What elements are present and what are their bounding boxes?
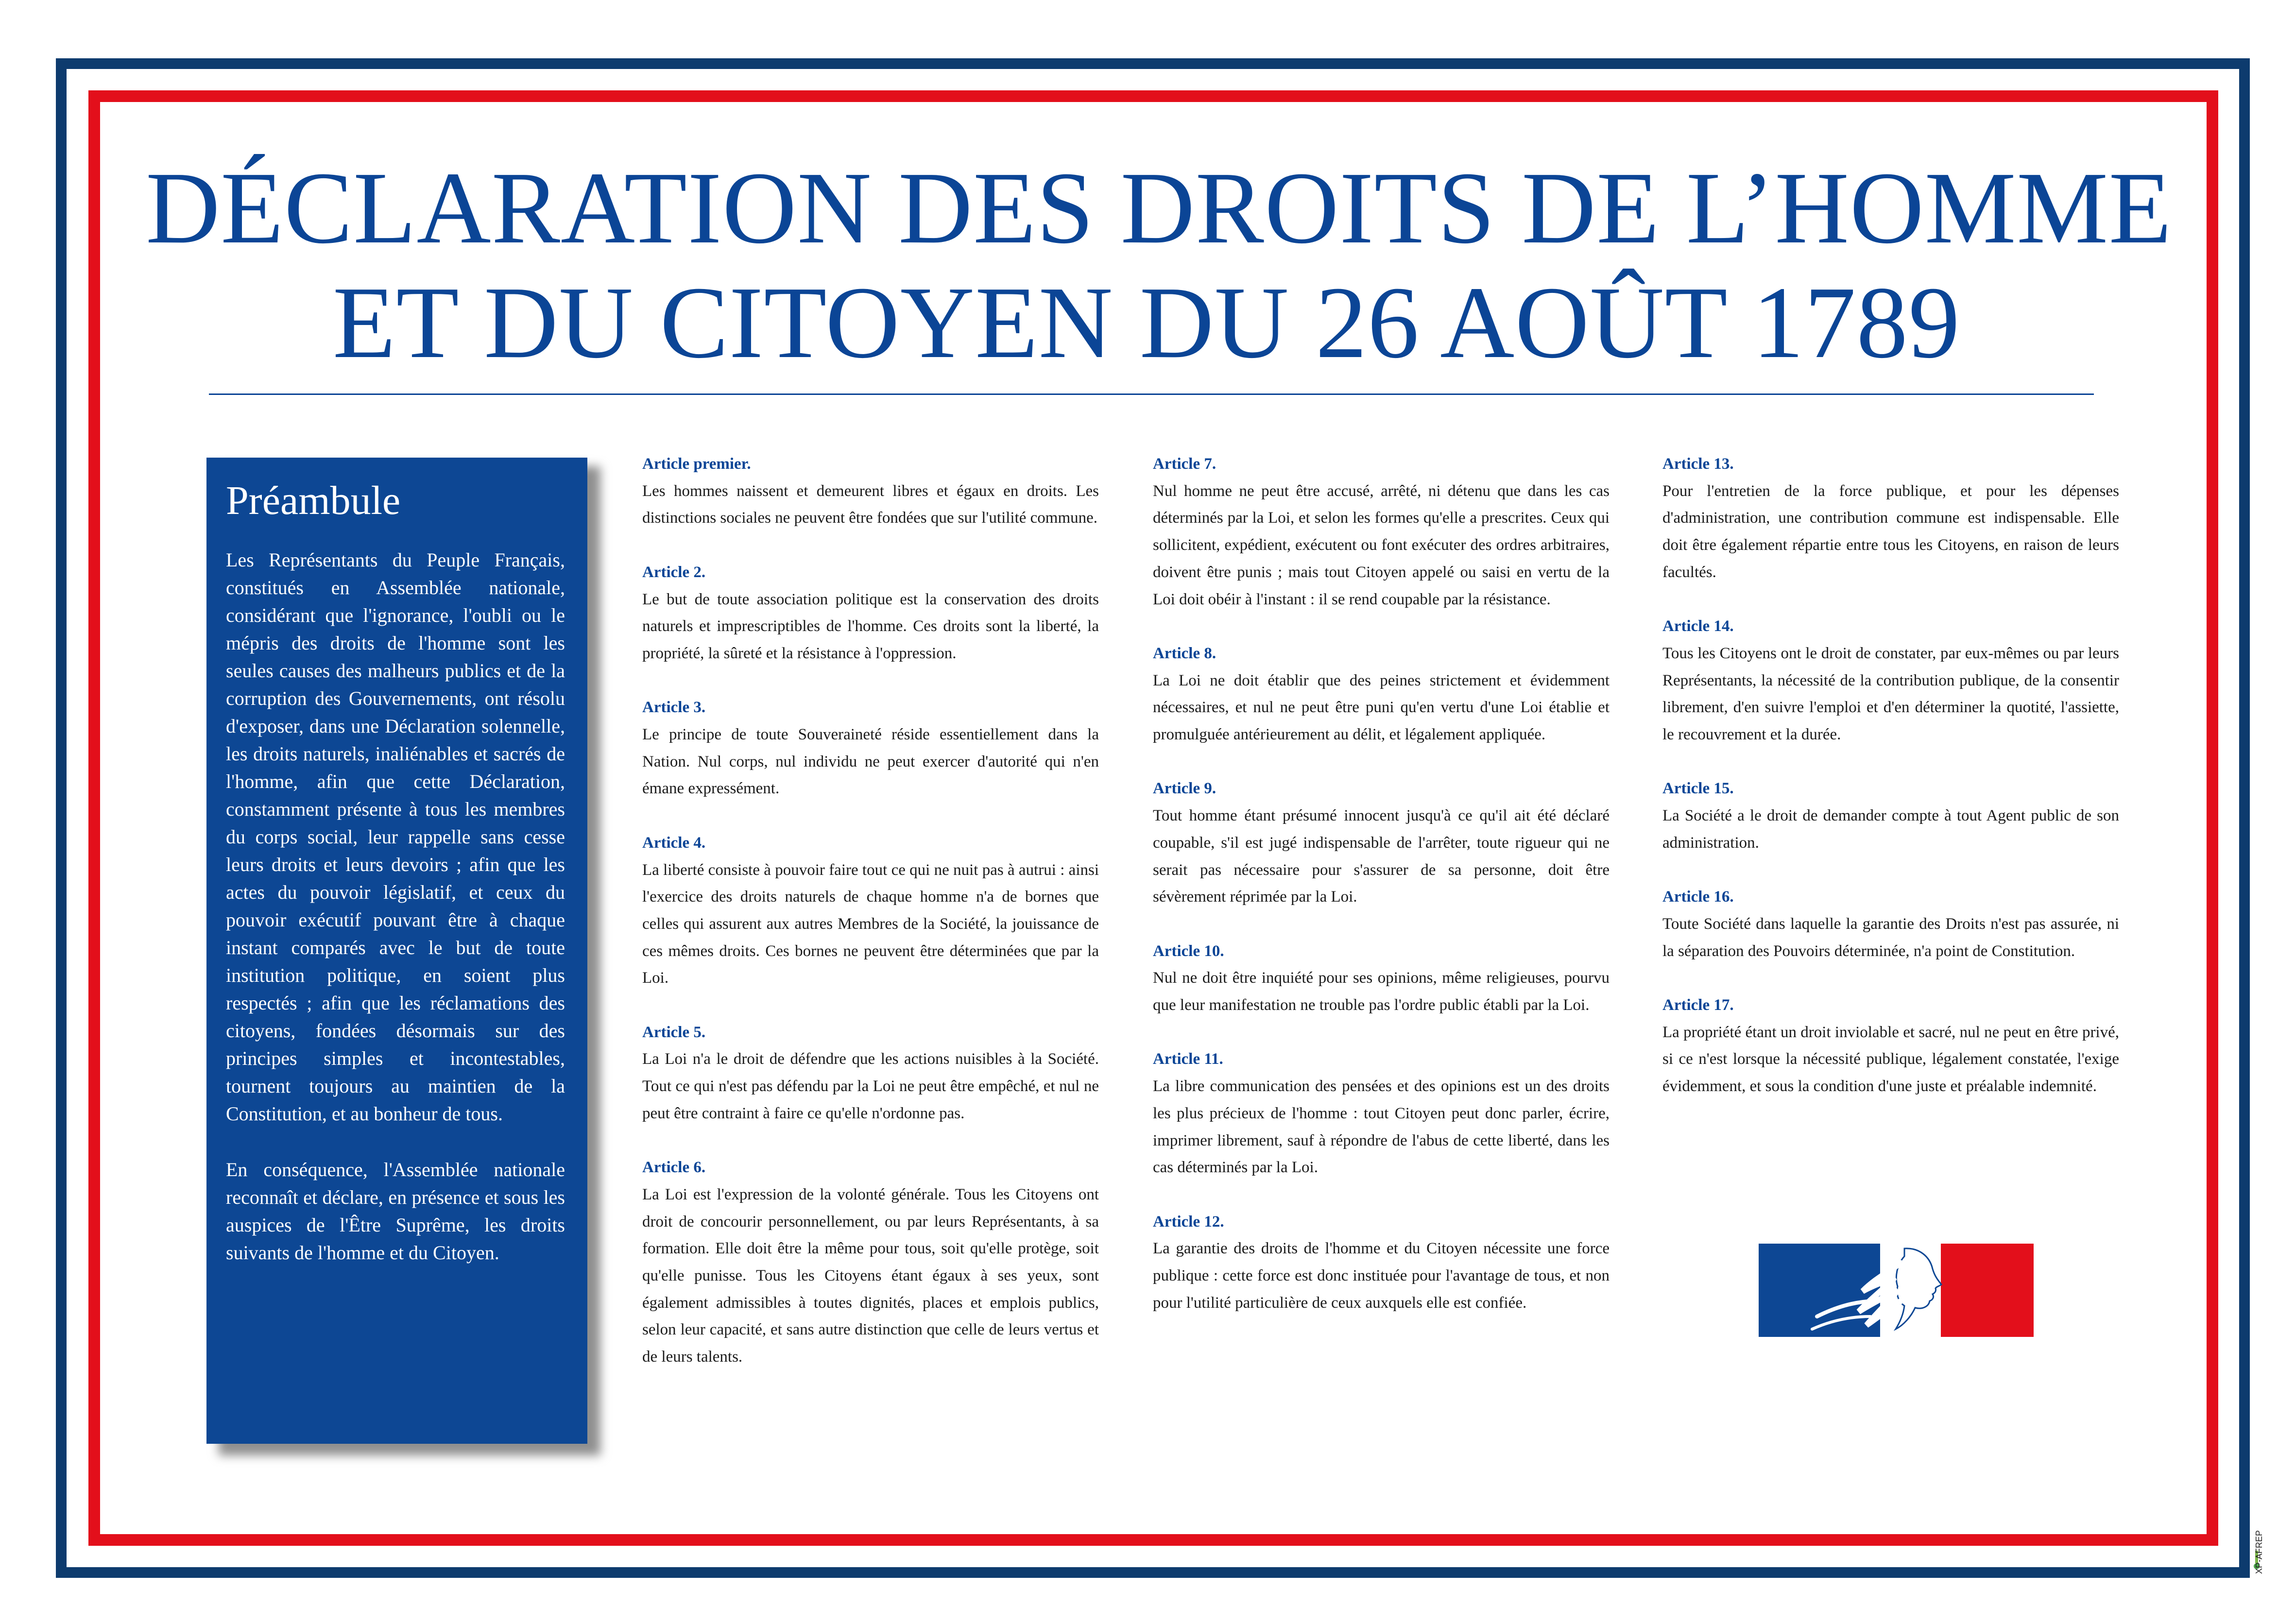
article-text: Nul homme ne peut être accusé, arrêté, ni détenu que dans les cas déterminés par la Loi, et selon les formes qu'elle a prescrites. Ceux qui sollicitent, expédient, exécutent ou font exécuter des ordres arbitraires, doivent être punis ; mais tout Citoyen appelé ou saisi en vertu de la Loi doit obéir à l'instant : il se rend coupable par la résistance. [1153,482,1610,608]
article-text: La Loi n'a le droit de défendre que les actions nuisibles à la Société. Tout ce qui n'est pas défendu par la Loi ne peut être empêché, et nul ne peut être contraint à faire ce qu'elle n'ordonne pas. [642,1050,1099,1122]
title-divider [209,393,2094,395]
article-block [1153,938,1610,1019]
article-block [1662,451,2119,586]
articles-column-1 [642,451,1099,1398]
article-text: La garantie des droits de l'homme et du Citoyen nécessite une force publique : cette force est donc instituée pour l'avantage de tous, et non pour l'utilité particulière de ceux auxquels elle est confiée. [1153,1240,1610,1312]
article-heading: Article 17. [1662,996,1734,1014]
article-block [642,830,1099,992]
article-block [1153,640,1610,749]
article-heading: Article 12. [1153,1213,1224,1231]
article-block [642,451,1099,532]
article-heading: Article 8. [1153,644,1216,662]
preamble-box [206,458,587,1444]
article-text: Nul ne doit être inquiété pour ses opinions, même religieuses, pourvu que leur manifestation ne trouble pas l'ordre public établi par la Loi. [1153,969,1610,1014]
page-title [146,151,2172,380]
article-text: La Loi est l'expression de la volonté générale. Tous les Citoyens ont droit de concourir personnellement, ou par leurs Représentants, à sa formation. Elle doit être la même pour tous, soit qu'elle protège, soit qu'elle punisse. Tous les Citoyens étant égaux à ses yeux, sont également admissibles à toutes dignités, places et emplois publics, selon leur capacité, et sans autre distinction que celle de leurs vertus et de leurs talents. [642,1185,1099,1366]
article-text: Le principe de toute Souveraineté réside essentiellement dans la Nation. Nul corps, nul individu ne peut exercer d'autorité qui n'en émane expressément. [642,726,1099,798]
article-heading: Article 11. [1153,1050,1223,1068]
preamble-paragraph-2: En conséquence, l'Assemblée nationale reconnaît et déclare, en présence et sous les auspices de l'Être Suprême, les droits suivants de l'homme et du Citoyen. [226,1159,565,1264]
article-block [642,1019,1099,1128]
article-text: Le but de toute association politique est la conservation des droits naturels et imprescriptibles de l'homme. Ces droits sont la liberté, la propriété, la sûreté et la résistance à l'oppression. [642,590,1099,662]
articles-column-3 [1662,451,2119,1128]
article-heading: Article 9. [1153,780,1216,798]
article-heading: Article 15. [1662,780,1734,798]
article-heading: Article 14. [1662,617,1734,635]
article-text: La libre communication des pensées et des opinions est un des droits les plus précieux de l'homme : tout Citoyen peut donc parler, écrire, imprimer librement, sauf à répondre de l'abus de cette liberté, dans les cas déterminés par la Loi. [1153,1077,1610,1177]
article-text: Tout homme étant présumé innocent jusqu'à ce qu'il ait été déclaré coupable, s'il est jugé indispensable de l'arrêter, toute rigueur qui ne serait pas nécessaire pour s'assurer de sa personne, doit être sévèrement réprimée par la Loi. [1153,807,1610,906]
article-heading: Article premier. [642,455,751,473]
marianne-logo-icon [1759,1244,2034,1337]
article-heading: Article 4. [642,834,706,852]
article-block [1153,1209,1610,1317]
article-text: Pour l'entretien de la force publique, et pour les dépenses d'administration, une contribution commune est indispensable. Elle doit être également répartie entre tous les Citoyens, en raison de leurs facultés. [1662,482,2119,581]
article-block [1662,613,2119,749]
title-line-2: ET DU CITOYEN DU 26 AOÛT 1789 [332,265,1961,379]
article-block [1153,451,1610,613]
article-heading: Article 2. [642,563,706,581]
article-block [642,559,1099,667]
article-block [642,1154,1099,1371]
article-heading: Article 13. [1662,455,1734,473]
article-heading: Article 10. [1153,942,1224,960]
article-text: La propriété étant un droit inviolable et sacré, nul ne peut en être privé, si ce n'est lorsque la nécessité publique, légalement constatée, l'exige évidemment, et sous la condition d'une juste et préalable indemnité. [1662,1023,2119,1095]
article-text: La Société a le droit de demander compte à tout Agent public de son administration. [1662,807,2119,852]
article-block [1662,884,2119,965]
article-text: Les hommes naissent et demeurent libres et égaux en droits. Les distinctions sociales ne peuvent être fondées que sur l'utilité commune. [642,482,1099,527]
article-block [1662,775,2119,856]
article-block [1153,775,1610,911]
articles-column-2 [1153,451,1610,1344]
article-heading: Article 7. [1153,455,1216,473]
title-line-1: DÉCLARATION DES DROITS DE L’HOMME [146,151,2172,265]
article-text: Tous les Citoyens ont le droit de constater, par eux-mêmes ou par leurs Représentants, la nécessité de la contribution publique, de la consentir librement, d'en suivre l'emploi et d'en déterminer la quotité, l'assiette, le recouvrement et la durée. [1662,644,2119,744]
article-block [1153,1046,1610,1181]
article-block [642,694,1099,803]
article-text: Toute Société dans laquelle la garantie des Droits n'est pas assurée, ni la séparation des Pouvoirs déterminée, n'a point de Constitution. [1662,915,2119,960]
article-heading: Article 5. [642,1023,706,1041]
article-heading: Article 16. [1662,888,1734,906]
article-heading: Article 3. [642,699,706,717]
preamble-heading: Préambule [226,478,401,523]
preamble-paragraph-1: Les Représentants du Peuple Français, constitués en Assemblée nationale, considérant que l'ignorance, l'oubli ou le mépris des droits de l'homme sont les seules causes des malheurs publics et de la corruption des Gouvernements, ont résolu d'exposer, dans une Déclaration solennelle, les droits naturels, inaliénables et sacrés de l'homme, afin que cette Déclaration, constamment présente à tous les membres du corps social, leur rappelle sans cesse leurs droits et leurs devoirs ; afin que les actes du pouvoir législatif, et ceux du pouvoir exécutif pouvant être à chaque instant comparés avec le but de toute institution politique, en soient plus respectés ; afin que les réclamations des citoyens, fondées désormais sur des principes simples et incontestables, tournent toujours au maintien de la Constitution, et au bonheur de tous. [226,549,565,1125]
side-credit: XP-AFREP [2254,1530,2264,1574]
article-heading: Article 6. [642,1159,706,1177]
article-text: La Loi ne doit établir que des peines strictement et évidemment nécessaires, et nul ne peut être puni qu'en vertu d'une Loi établie et promulguée antérieurement au délit, et légalement appliquée. [1153,671,1610,744]
article-block [1662,992,2119,1100]
article-text: La liberté consiste à pouvoir faire tout ce qui ne nuit pas à autrui : ainsi l'exercice des droits naturels de chaque homme n'a de bornes que celles qui assurent aux autres Membres de la Société, la jouissance de ces mêmes droits. Ces bornes ne peuvent être déterminées que par la Loi. [642,861,1099,987]
